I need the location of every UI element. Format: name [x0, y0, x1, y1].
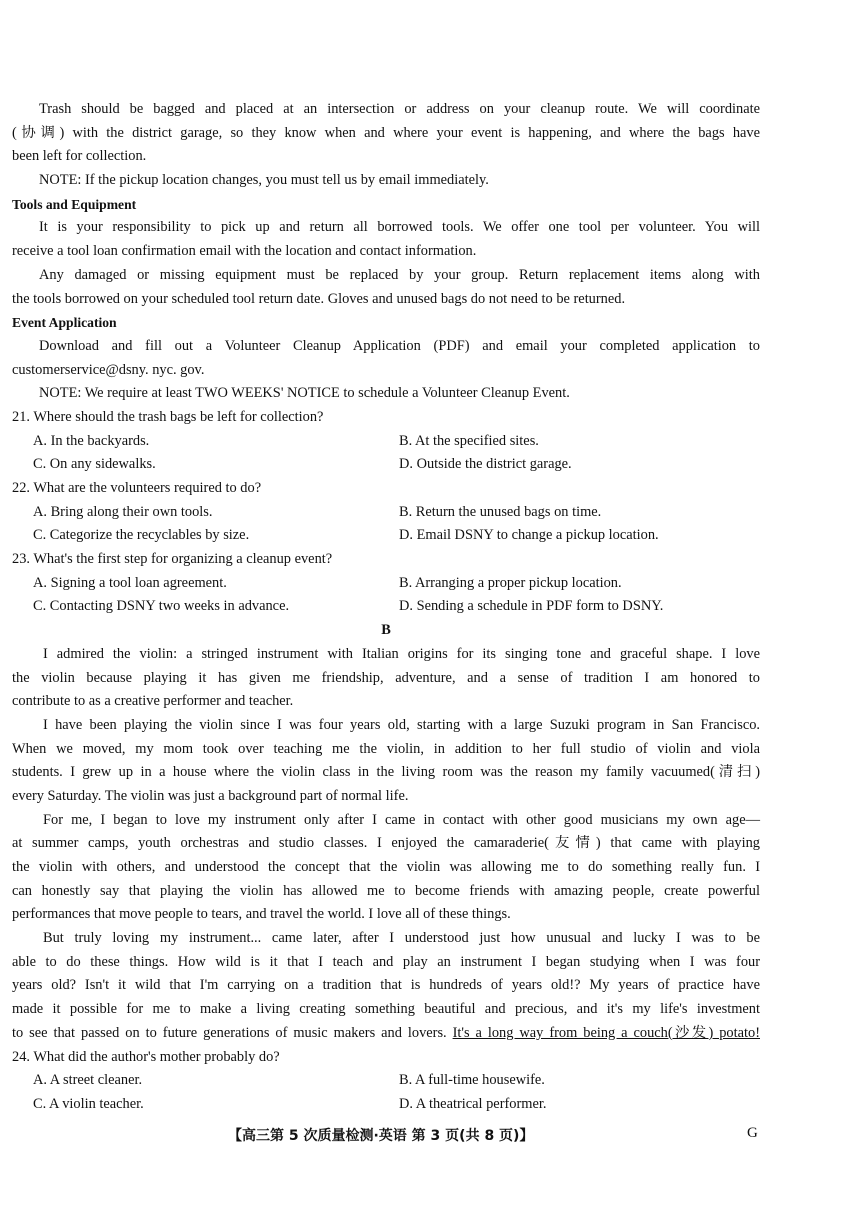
paragraph-line: can honestly say that playing the violin has allowed me to become friends with amazing people, create powerful	[12, 882, 760, 899]
paragraph-line: able to do these things. How wild is it that I teach and play an instrument I began studying when I was four	[12, 953, 760, 970]
paragraph-line: performances that move people to tears, and travel the world. I love all of these things.	[12, 906, 511, 923]
option-row	[12, 595, 760, 619]
paragraph-text: to see that passed on to future generations of music makers and lovers.	[12, 1024, 453, 1041]
question-stem: 21. Where should the trash bags be left for collection?	[12, 408, 324, 425]
option-a: A. A street cleaner.	[33, 1072, 143, 1089]
page-content	[12, 98, 760, 1117]
option-c: C. Contacting DSNY two weeks in advance.	[33, 598, 290, 615]
paragraph-line: customerservice@dsny. nyc. gov.	[12, 361, 205, 378]
option-a: A. In the backyards.	[33, 432, 150, 449]
paragraph-line: been left for collection.	[12, 148, 147, 165]
option-b: B. At the specified sites.	[399, 432, 539, 449]
option-row	[12, 524, 760, 548]
paragraph-line: the violin because playing it has given me friendship, adventure, and a sense of tradition I am honored to	[12, 669, 760, 686]
option-row	[12, 430, 760, 454]
option-row	[12, 1069, 760, 1093]
section-heading: Event Application	[12, 315, 117, 331]
section-heading: Tools and Equipment	[12, 196, 137, 212]
paragraph-line: But truly loving my instrument... came later, after I understood just how unusual and lucky I was to be	[43, 930, 760, 947]
paragraph-line: the violin with others, and understood the concept that the violin was allowing me to do something really fun. I	[12, 859, 760, 875]
option-a: A. Bring along their own tools.	[33, 503, 213, 520]
option-d: D. A theatrical performer.	[399, 1095, 547, 1112]
paragraph-line: Download and fill out a Volunteer Cleanup Application (PDF) and email your completed application to	[39, 337, 760, 354]
option-c: C. Categorize the recyclables by size.	[33, 527, 250, 544]
option-d: D. Outside the district garage.	[399, 456, 572, 473]
paragraph-line: Any damaged or missing equipment must be replaced by your group. Return replacement items along with	[39, 266, 760, 283]
paragraph-line: For me, I began to love my instrument only after I came in contact with other good musicians my own age—	[43, 811, 760, 828]
paragraph-line: (协调) with the district garage, so they know when and where your event is happening, and where the bags have	[12, 124, 760, 141]
option-row	[12, 1093, 760, 1117]
option-b: B. Arranging a proper pickup location.	[399, 574, 622, 591]
question-stem: 24. What did the author's mother probably do?	[12, 1048, 280, 1065]
paragraph-line: Trash should be bagged and placed at an intersection or address on your cleanup route. We will coordinate	[39, 101, 760, 117]
paragraph-line: I admired the violin: a stringed instrument with Italian origins for its singing tone and graceful shape. I love	[43, 645, 760, 662]
note-line: NOTE: If the pickup location changes, you must tell us by email immediately.	[39, 172, 489, 189]
paragraph-line: students. I grew up in a house where the violin class in the living room was the reason my family vacuumed(清扫)	[12, 764, 760, 781]
option-a: A. Signing a tool loan agreement.	[33, 574, 227, 591]
underlined-sentence: It's a long way from being a couch(沙发) potato!	[452, 1024, 760, 1041]
option-c: C. On any sidewalks.	[33, 456, 156, 473]
paragraph-line: every Saturday. The violin was just a background part of normal life.	[12, 787, 409, 804]
paragraph-line: contribute to as a creative performer and teacher.	[12, 693, 294, 710]
option-c: C. A violin teacher.	[33, 1095, 144, 1112]
option-row	[12, 453, 760, 477]
footer-text: 【高三第 5 次质量检测·英语 第 3 页(共 8 页)】	[228, 1128, 534, 1144]
paragraph-line: made it possible for me to make a living creating something beautiful and precious, and it's my life's investment	[12, 1001, 760, 1018]
question-stem: 22. What are the volunteers required to do?	[12, 480, 262, 496]
note-line: NOTE: We require at least TWO WEEKS' NOTICE to schedule a Volunteer Cleanup Event.	[39, 385, 570, 402]
paragraph-line: years old? Isn't it wild that I'm carrying on a tradition that is hundreds of years old!? My years of practice have	[12, 977, 760, 994]
question-stem: 23. What's the first step for organizing a cleanup event?	[12, 551, 333, 568]
option-row	[12, 572, 760, 596]
option-d: D. Email DSNY to change a pickup location.	[399, 527, 659, 544]
section-label: B	[381, 622, 391, 639]
paragraph-line-final	[12, 1022, 760, 1046]
paragraph-line: at summer camps, youth orchestras and studio classes. I enjoyed the camaraderie(友情) that came with playing	[12, 835, 760, 852]
paragraph-line: receive a tool loan confirmation email with the location and contact information.	[12, 243, 477, 260]
paragraph-line: I have been playing the violin since I was four years old, starting with a large Suzuki program in San Francisco.	[43, 716, 760, 733]
paragraph-line: the tools borrowed on your scheduled tool return date. Gloves and unused bags do not need to be returned.	[12, 290, 626, 307]
option-row	[12, 501, 760, 525]
option-d: D. Sending a schedule in PDF form to DSNY.	[399, 598, 664, 615]
footer-version-code: G	[747, 1125, 758, 1141]
option-b: B. A full-time housewife.	[399, 1072, 545, 1089]
paragraph-line: It is your responsibility to pick up and return all borrowed tools. We offer one tool per volunteer. You will	[39, 219, 760, 236]
option-b: B. Return the unused bags on time.	[399, 503, 602, 520]
paragraph-line: When we moved, my mom took over teaching me the violin, in addition to her full studio of violin and viola	[12, 740, 760, 757]
